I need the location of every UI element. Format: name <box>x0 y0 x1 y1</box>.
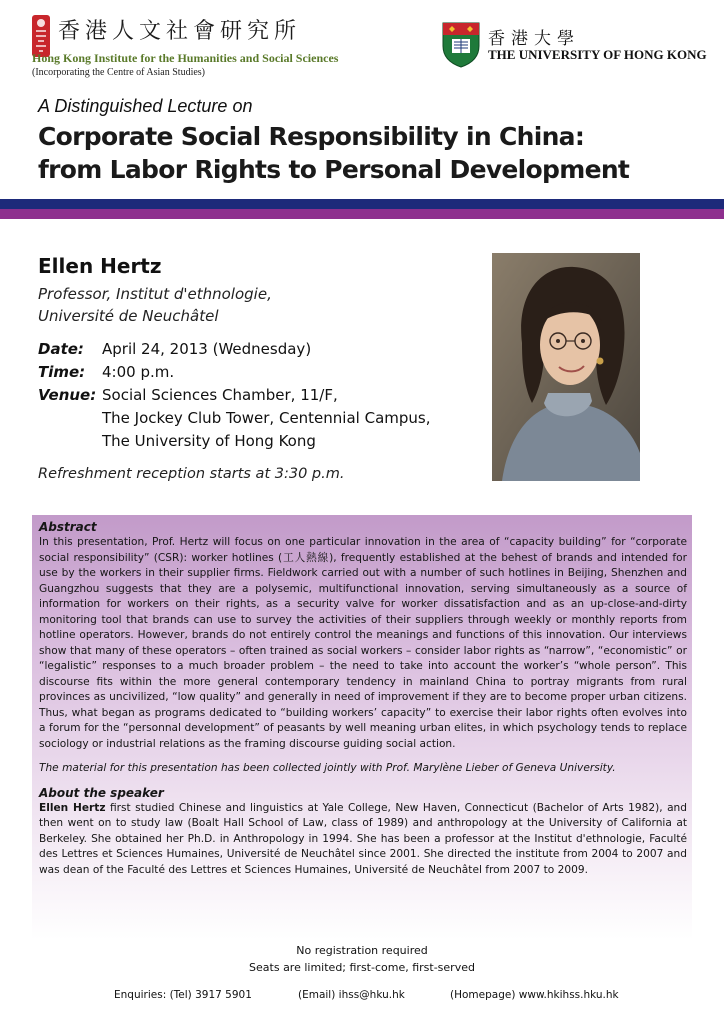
abstract-body: In this presentation, Prof. Hertz will focus on one particular innovation in the area of “capacity building” for “corporate social responsibility” (CSR): worker hotlines (工人熱線), frequently established at the behest of brands and intended for use by the workers in their supplier firms. Fieldwork carried out with a number of such hotlines in Beijing, Shenzhen and Guangzhou suggests that they are a polysemic, multifunctional innovation, serving simultaneously as a source of information for workers on their rights, as a security valve for worker dissatisfaction and as an up-close-and-dirty monitoring tool that brands can use to survey the activities of their suppliers through weekly or monthly reports from hotline operators. However, brands do not entirely control the meanings and functions of this innovation. Our interviews show that many of these operators – often trained as social workers – consider labor rights as “narrow”, “economistic” or “legalistic” responses to a much broader problem – the need to take into account the worker’s “whole person”. This discourse fits within the more general contemporary tendency in mainland China to portray migrants from rural provinces as uncivilized, “low quality” and generally in need of improvement if they are to become proper urban citizens. Thus, what began as programs dedicated to “building workers’ capacity” to exercise their labor rights often evolves into a forum for the “personnal development” of peasants by well meaning urban elites, in which psychology tends to replace sociology or industrial relations as the framing discourse guiding social action. <box>39 536 687 750</box>
speaker-affiliation <box>38 283 272 327</box>
enquiries-homepage[interactable]: (Homepage) www.hkihss.hku.hk <box>450 989 619 1001</box>
venue-line-3: The University of Hong Kong <box>102 432 316 450</box>
registration-note: No registration required <box>296 944 428 957</box>
about-body <box>39 801 687 879</box>
divider-bar-blue <box>0 199 724 209</box>
time-value: 4:00 p.m. <box>102 363 175 381</box>
about-text: first studied Chinese and linguistics at Yale College, New Haven, Connecticut (Bachelor of Arts 1982), and then went on to study law (Boalt Hall School of Law, class of 1989) and anthropology at the University of California at Berkeley. She obtained her Ph.D. in Anthropology in 1994. She has been a professor at the Institut d'ethnologie, Faculté des Lettres et Sciences Humaines, Université de Neuchâtel since 2001. She directed the institute from 2004 to 2007 and was dean of the Faculté des Lettres et Sciences Humaines, Université de Neuchâtel from 2007 to 2009. <box>39 801 687 876</box>
lecture-title-line-2: from Labor Rights to Personal Development <box>38 155 630 184</box>
hku-english-name: THE UNIVERSITY OF HONG KONG <box>488 47 707 62</box>
about-heading: About the speaker <box>39 785 164 800</box>
speaker-title-line-2: Université de Neuchâtel <box>38 307 219 325</box>
speaker-photo <box>492 253 640 481</box>
abstract-content <box>39 519 687 878</box>
venue-label: Venue: <box>38 386 97 404</box>
abstract-heading: Abstract <box>39 520 97 534</box>
hku-chinese-name: 香港大學 <box>488 29 580 49</box>
enquiries-email[interactable]: (Email) ihss@hku.hk <box>298 989 405 1001</box>
time-label: Time: <box>38 363 86 381</box>
hkihss-chinese-name: 香港人文社會研究所 <box>58 19 302 44</box>
hkihss-subtitle: (Incorporating the Centre of Asian Studies) <box>32 67 206 78</box>
enquiries-tel: Enquiries: (Tel) 3917 5901 <box>114 989 252 1001</box>
refreshment-note: Refreshment reception starts at 3:30 p.m. <box>38 466 345 482</box>
hkihss-english-name: Hong Kong Institute for the Humanities and Social Sciences <box>32 51 339 65</box>
abstract-note: The material for this presentation has been collected jointly with Prof. Marylène Lieber of Geneva University. <box>39 762 616 774</box>
seats-note: Seats are limited; first-come, first-served <box>249 961 475 974</box>
divider-bar-purple <box>0 209 724 219</box>
lecture-kicker: A Distinguished Lecture on <box>38 96 253 116</box>
date-label: Date: <box>38 340 84 358</box>
venue-line-2: The Jockey Club Tower, Centennial Campus, <box>102 409 431 427</box>
hku-crest-icon <box>440 20 482 68</box>
speaker-name: Ellen Hertz <box>38 254 162 278</box>
venue-line-1: Social Sciences Chamber, 11/F, <box>102 386 338 404</box>
speaker-title-line-1: Professor, Institut d'ethnologie, <box>38 285 272 303</box>
lecture-title-line-1: Corporate Social Responsibility in China: <box>38 122 585 151</box>
footer-notes <box>0 942 724 976</box>
lecture-title <box>38 120 629 186</box>
about-speaker-name: Ellen Hertz <box>39 801 106 814</box>
date-value: April 24, 2013 (Wednesday) <box>102 340 312 358</box>
